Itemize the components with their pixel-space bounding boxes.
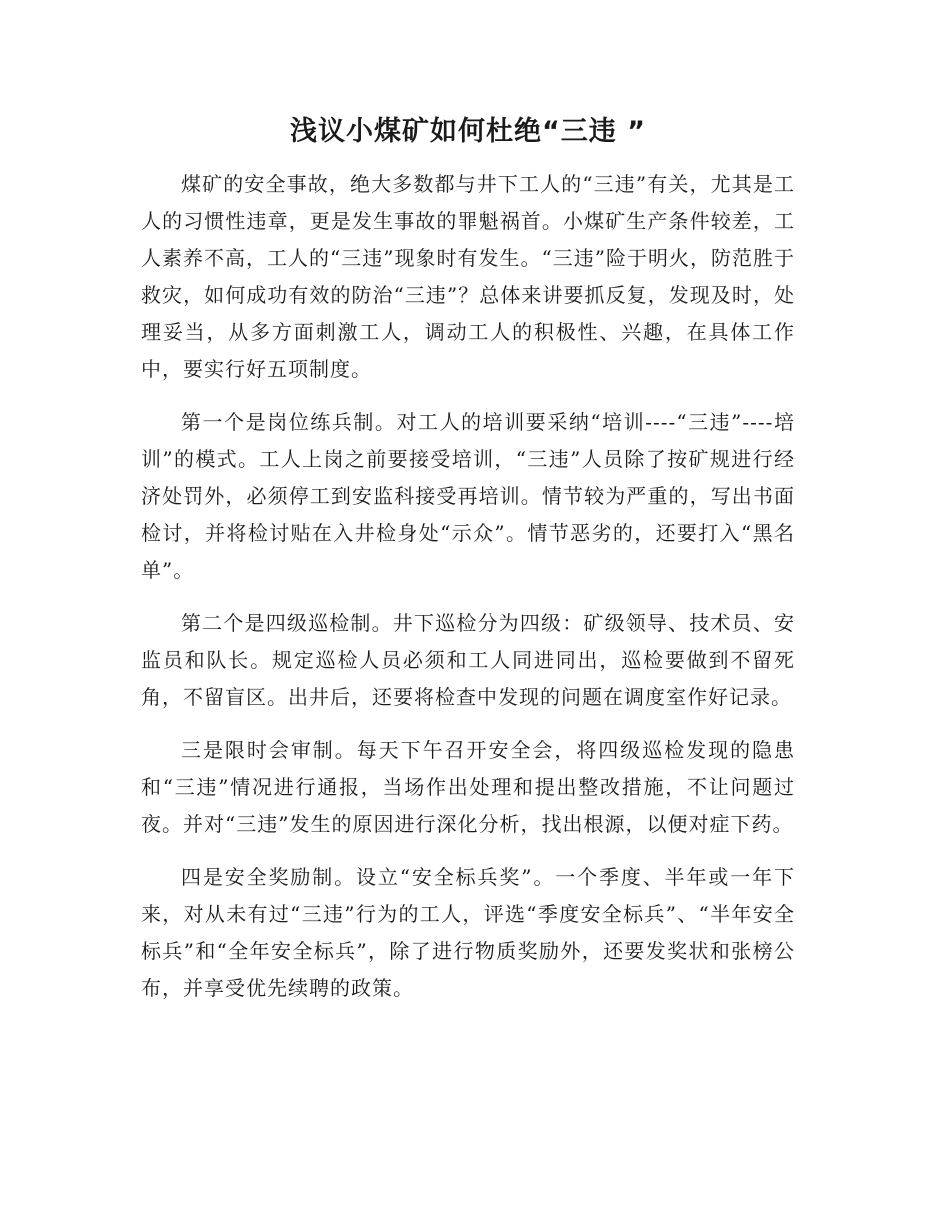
document-title: 浅议小煤矿如何杜绝“三违 ” [290, 116, 646, 147]
paragraph-safety-reward: 四是安全奖励制。设立“安全标兵奖”。一个季度、半年或一年下来，对从未有过“三违”行为的工人，评选“季度安全标兵”、“半年安全标兵”和“全年安全标兵”，除了进行物质奖励外，还要发奖状和张榜公布，并享受优先续聘的政策。 [141, 865, 795, 1000]
paragraph-four-level-inspection: 第二个是四级巡检制。井下巡检分为四级：矿级领导、技术员、安监员和队长。规定巡检人员必须和工人同进同出，巡检要做到不留死角，不留盲区。出井后，还要将检查中发现的问题在调度室作好记录。 [141, 611, 795, 709]
document-page [141, 108, 795, 1023]
paragraph-timed-review: 三是限时会审制。每天下午召开安全会，将四级巡检发现的隐患和“三违”情况进行通报，当场作出处理和提出整改措施，不让问题过夜。并对“三违”发生的原因进行深化分析，找出根源，以便对症下药。 [141, 738, 795, 836]
paragraph-intro: 煤矿的安全事故，绝大多数都与井下工人的“三违”有关，尤其是工人的习惯性违章，更是发生事故的罪魁祸首。小煤矿生产条件较差，工人素养不高，工人的“三违”现象时有发生。“三违”险于明火，防范胜于救灾，如何成功有效的防治“三违”？总体来讲要抓反复，发现及时，处理妥当，从多方面刺激工人，调动工人的积极性、兴趣，在具体工作中，要实行好五项制度。 [141, 172, 795, 381]
paragraph-job-training: 第一个是岗位练兵制。对工人的培训要采纳“培训----“三违”----培训”的模式。工人上岗之前要接受培训，“三违”人员除了按矿规进行经济处罚外，必须停工到安监科接受再培训。情节较为严重的，写出书面检讨，并将检讨贴在入井检身处“示众”。情节恶劣的，还要打入“黑名单”。 [141, 410, 795, 582]
